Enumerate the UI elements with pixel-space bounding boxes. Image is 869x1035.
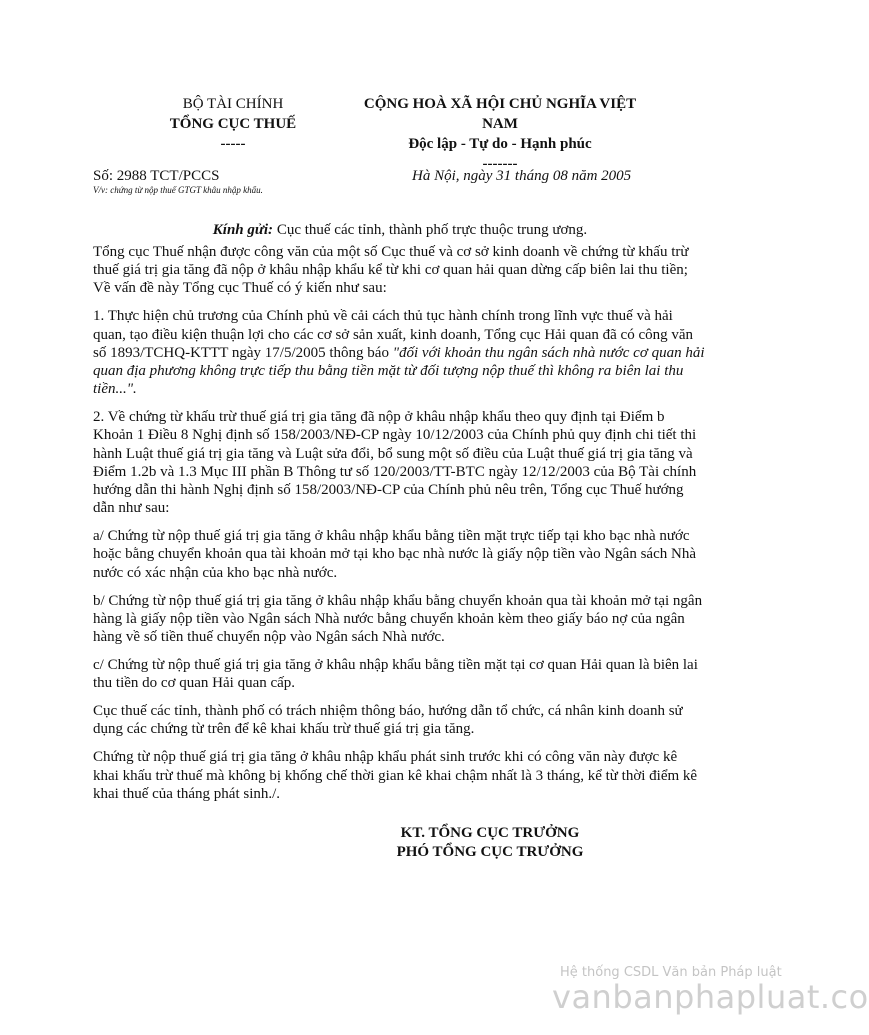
motto-separator: ------- — [482, 156, 518, 172]
watermark-caption: Hệ thống CSDL Văn bản Pháp luật — [560, 965, 782, 980]
body-paragraph-transition: Chứng từ nộp thuế giá trị gia tăng ở khâu nhập khẩu phát sinh trước khi có công văn này được kê khai khấu trừ thuế mà không bị khống chế thời gian kê khai chậm nhất là 3 tháng, kể từ thời điểm kê khai thuế của tháng phát sinh./. — [93, 749, 698, 802]
body-paragraph-a: a/ Chứng từ nộp thuế giá trị gia tăng ở khâu nhập khẩu bằng tiền mặt trực tiếp tại kho bạc nhà nước hoặc bằng chuyển khoản qua tài khoản mở tại kho bạc nhà nước là giấy nộp tiền vào Ngân sách Nhà nước có xác nhận của kho bạc nhà nước. — [93, 528, 696, 581]
issue-date: Hà Nội, ngày 31 tháng 08 năm 2005 — [412, 168, 632, 184]
signature-title-line2: PHÓ TỔNG CỤC TRƯỞNG — [396, 844, 584, 860]
ministry-name: BỘ TÀI CHÍNH — [182, 96, 284, 112]
signature-block — [370, 824, 610, 862]
document-body — [93, 243, 705, 813]
body-paragraph-c: c/ Chứng từ nộp thuế giá trị gia tăng ở khâu nhập khẩu bằng tiền mặt tại cơ quan Hải quan là biên lai thu tiền do cơ quan Hải quan cấp. — [93, 657, 698, 692]
recipient-text: Cục thuế các tỉnh, thành phố trực thuộc trung ương. — [273, 222, 588, 238]
recipient-line — [93, 221, 707, 239]
country-name-line2: NAM — [482, 116, 518, 132]
recipient-label: Kính gửi: — [212, 222, 274, 238]
issuer-separator: ----- — [220, 136, 246, 152]
national-motto: Độc lập - Tự do - Hạnh phúc — [408, 136, 592, 152]
body-paragraph-2: 2. Về chứng từ khấu trừ thuế giá trị gia tăng đã nộp ở khâu nhập khẩu theo quy định tại Điểm b Khoản 1 Điều 8 Nghị định số 158/2003/NĐ-CP ngày 10/12/2003 của Chính phủ quy định chi tiết thi hành Luật thuế giá trị gia tăng và Luật sửa đổi, bổ sung một số điều của Luật thuế giá trị gia tăng và Điểm 1.2b và 1.3 Mục III phần B Thông tư số 120/2003/TT-BTC ngày 12/12/2003 của Bộ Tài chính hướng dẫn thi hành Nghị định số 158/2003/NĐ-CP của Chính phủ nêu trên, Tổng cục Thuế hướng dẫn như sau: — [93, 409, 697, 517]
signature-title-line1: KT. TỔNG CỤC TRƯỞNG — [400, 825, 580, 841]
body-paragraph-1-text: 1. Thực hiện chủ trương của Chính phủ về cải cách thủ tục hành chính trong lĩnh vực thuế và hải quan, tạo điều kiện thuận lợi cho các cơ sở sản xuất, kinh doanh, Tổng cục Hải quan đã có công văn số 1893/TCHQ-KTTT ngày 17/5/2005 thông báo — [93, 308, 694, 361]
document-subject: V/v: chứng từ nộp thuế GTGT khâu nhập khẩu. — [93, 185, 263, 195]
country-name-line1: CỘNG HOÀ XÃ HỘI CHỦ NGHĨA VIỆT — [363, 96, 637, 112]
body-paragraph-intro: Tổng cục Thuế nhận được công văn của một số Cục thuế và cơ sở kinh doanh về chứng từ khấu trừ thuế giá trị gia tăng đã nộp ở khâu nhập khẩu kể từ khi cơ quan hải quan dừng cấp biên lai thu tiền; Về vấn đề này Tổng cục Thuế có ý kiến như sau: — [93, 244, 689, 297]
national-heading — [350, 94, 650, 174]
body-paragraph-b: b/ Chứng từ nộp thuế giá trị gia tăng ở khâu nhập khẩu bằng chuyển khoản qua tài khoản mở tại ngân hàng là giấy nộp tiền vào Ngân sách Nhà nước bằng chuyển khoản kèm theo giấy báo nợ của ngân hàng về số tiền thuế chuyển nộp vào Ngân sách Nhà nước. — [93, 592, 703, 646]
watermark-domain: vanbanphapluat.co — [552, 978, 869, 1016]
body-paragraph-1-quote: "đối với khoản thu ngân sách nhà nước cơ quan hải quan địa phương không trực tiếp thu bằng tiền mặt từ đối tượng nộp thuế thì không ra biên lai thu tiền...". — [93, 344, 705, 398]
document-number: Số: 2988 TCT/PCCS — [93, 168, 220, 184]
department-name: TỔNG CỤC THUẾ — [169, 116, 297, 132]
body-paragraph-responsibility: Cục thuế các tỉnh, thành phố có trách nhiệm thông báo, hướng dẫn tổ chức, cá nhân kinh doanh sử dụng các chứng từ trên để kê khai khấu trừ thuế giá trị gia tăng. — [93, 703, 683, 738]
issuer-block — [138, 94, 328, 154]
body-paragraph-1 — [93, 307, 705, 398]
